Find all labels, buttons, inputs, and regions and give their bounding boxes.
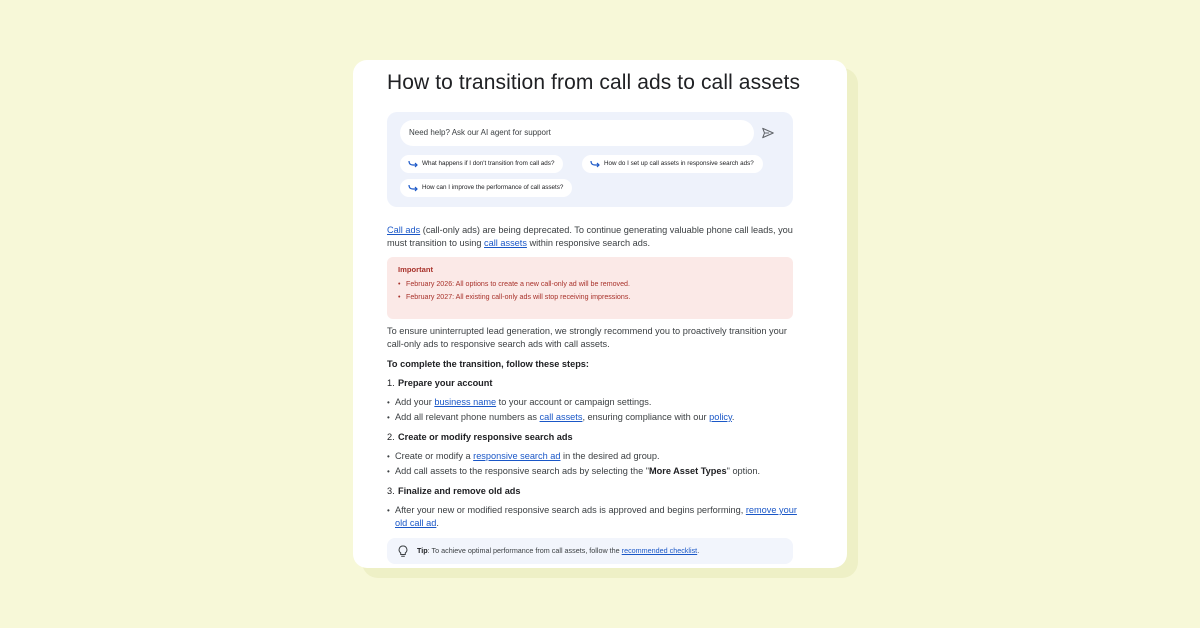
follow-up-arrow-icon bbox=[408, 184, 418, 192]
send-icon[interactable] bbox=[761, 126, 775, 140]
step-1-bullet-2: • Add all relevant phone numbers as call assets, ensuring compliance with our policy. bbox=[395, 411, 734, 424]
important-title: Important bbox=[398, 265, 434, 274]
suggestion-chip-label: How can I improve the performance of call assets? bbox=[422, 184, 564, 191]
step-1-bullet-1: • Add your business name to your account or campaign settings. bbox=[395, 396, 651, 409]
call-assets-link[interactable]: call assets bbox=[539, 412, 583, 422]
step-2-heading: 2. Create or modify responsive search ads bbox=[387, 432, 573, 442]
page-title: How to transition from call ads to call assets bbox=[387, 71, 801, 94]
follow-up-arrow-icon bbox=[590, 160, 600, 168]
step-2-bullet-2: • Add call assets to the responsive search ads by selecting the "More Asset Types" option. bbox=[395, 465, 760, 478]
suggestion-chip-label: How do I set up call assets in responsive search ads? bbox=[604, 160, 754, 167]
call-ads-link[interactable]: Call ads bbox=[387, 225, 421, 235]
tip-text: Tip: To achieve optimal performance from call assets, follow the recommended checklist. bbox=[417, 546, 700, 555]
business-name-link[interactable]: business name bbox=[434, 397, 497, 407]
follow-up-arrow-icon bbox=[408, 160, 418, 168]
suggestion-chip-label: What happens if I don't transition from call ads? bbox=[422, 160, 555, 167]
call-assets-link[interactable]: call assets bbox=[484, 238, 527, 249]
recommended-checklist-link[interactable]: recommended checklist bbox=[621, 546, 698, 555]
remove-old-ad-link[interactable]: remove your bbox=[745, 505, 797, 515]
important-item: • February 2026: All options to create a new call-only ad will be removed. bbox=[406, 280, 630, 288]
recommendation-paragraph: To ensure uninterrupted lead generation, we strongly recommend you to proactively transition your call-only ads to responsive search ads with call assets. bbox=[387, 326, 787, 350]
suggestion-chip-2[interactable] bbox=[582, 155, 763, 173]
important-notice bbox=[387, 257, 793, 319]
steps-heading: To complete the transition, follow these steps: bbox=[387, 359, 589, 369]
suggestion-chip-3[interactable] bbox=[400, 179, 572, 197]
step-3-bullet-1: • After your new or modified responsive search ads is approved and begins performing, remove your old call ad. bbox=[395, 504, 797, 531]
policy-link[interactable]: policy bbox=[709, 412, 732, 422]
suggestion-chip-1[interactable] bbox=[400, 155, 563, 173]
step-2-bullet-1: • Create or modify a responsive search ad in the desired ad group. bbox=[395, 450, 660, 463]
lightbulb-icon bbox=[398, 545, 408, 558]
responsive-search-ad-link[interactable]: responsive search ad bbox=[473, 451, 561, 461]
ai-agent-input[interactable]: Need help? Ask our AI agent for support bbox=[400, 120, 754, 146]
step-3-heading: 3. Finalize and remove old ads bbox=[387, 486, 521, 496]
tip-box bbox=[387, 538, 793, 564]
intro-paragraph: Call ads (call-only ads) are being deprecated. To continue generating valuable phone call leads, you must transition to using call assets within responsive search ads. bbox=[387, 225, 793, 249]
step-1-heading: 1. Prepare your account bbox=[387, 378, 493, 388]
important-item: • February 2027: All existing call-only ads will stop receiving impressions. bbox=[406, 293, 630, 301]
help-article-card bbox=[353, 60, 847, 568]
remove-old-ad-link[interactable]: old call ad bbox=[395, 518, 437, 529]
ai-agent-panel bbox=[387, 112, 793, 207]
